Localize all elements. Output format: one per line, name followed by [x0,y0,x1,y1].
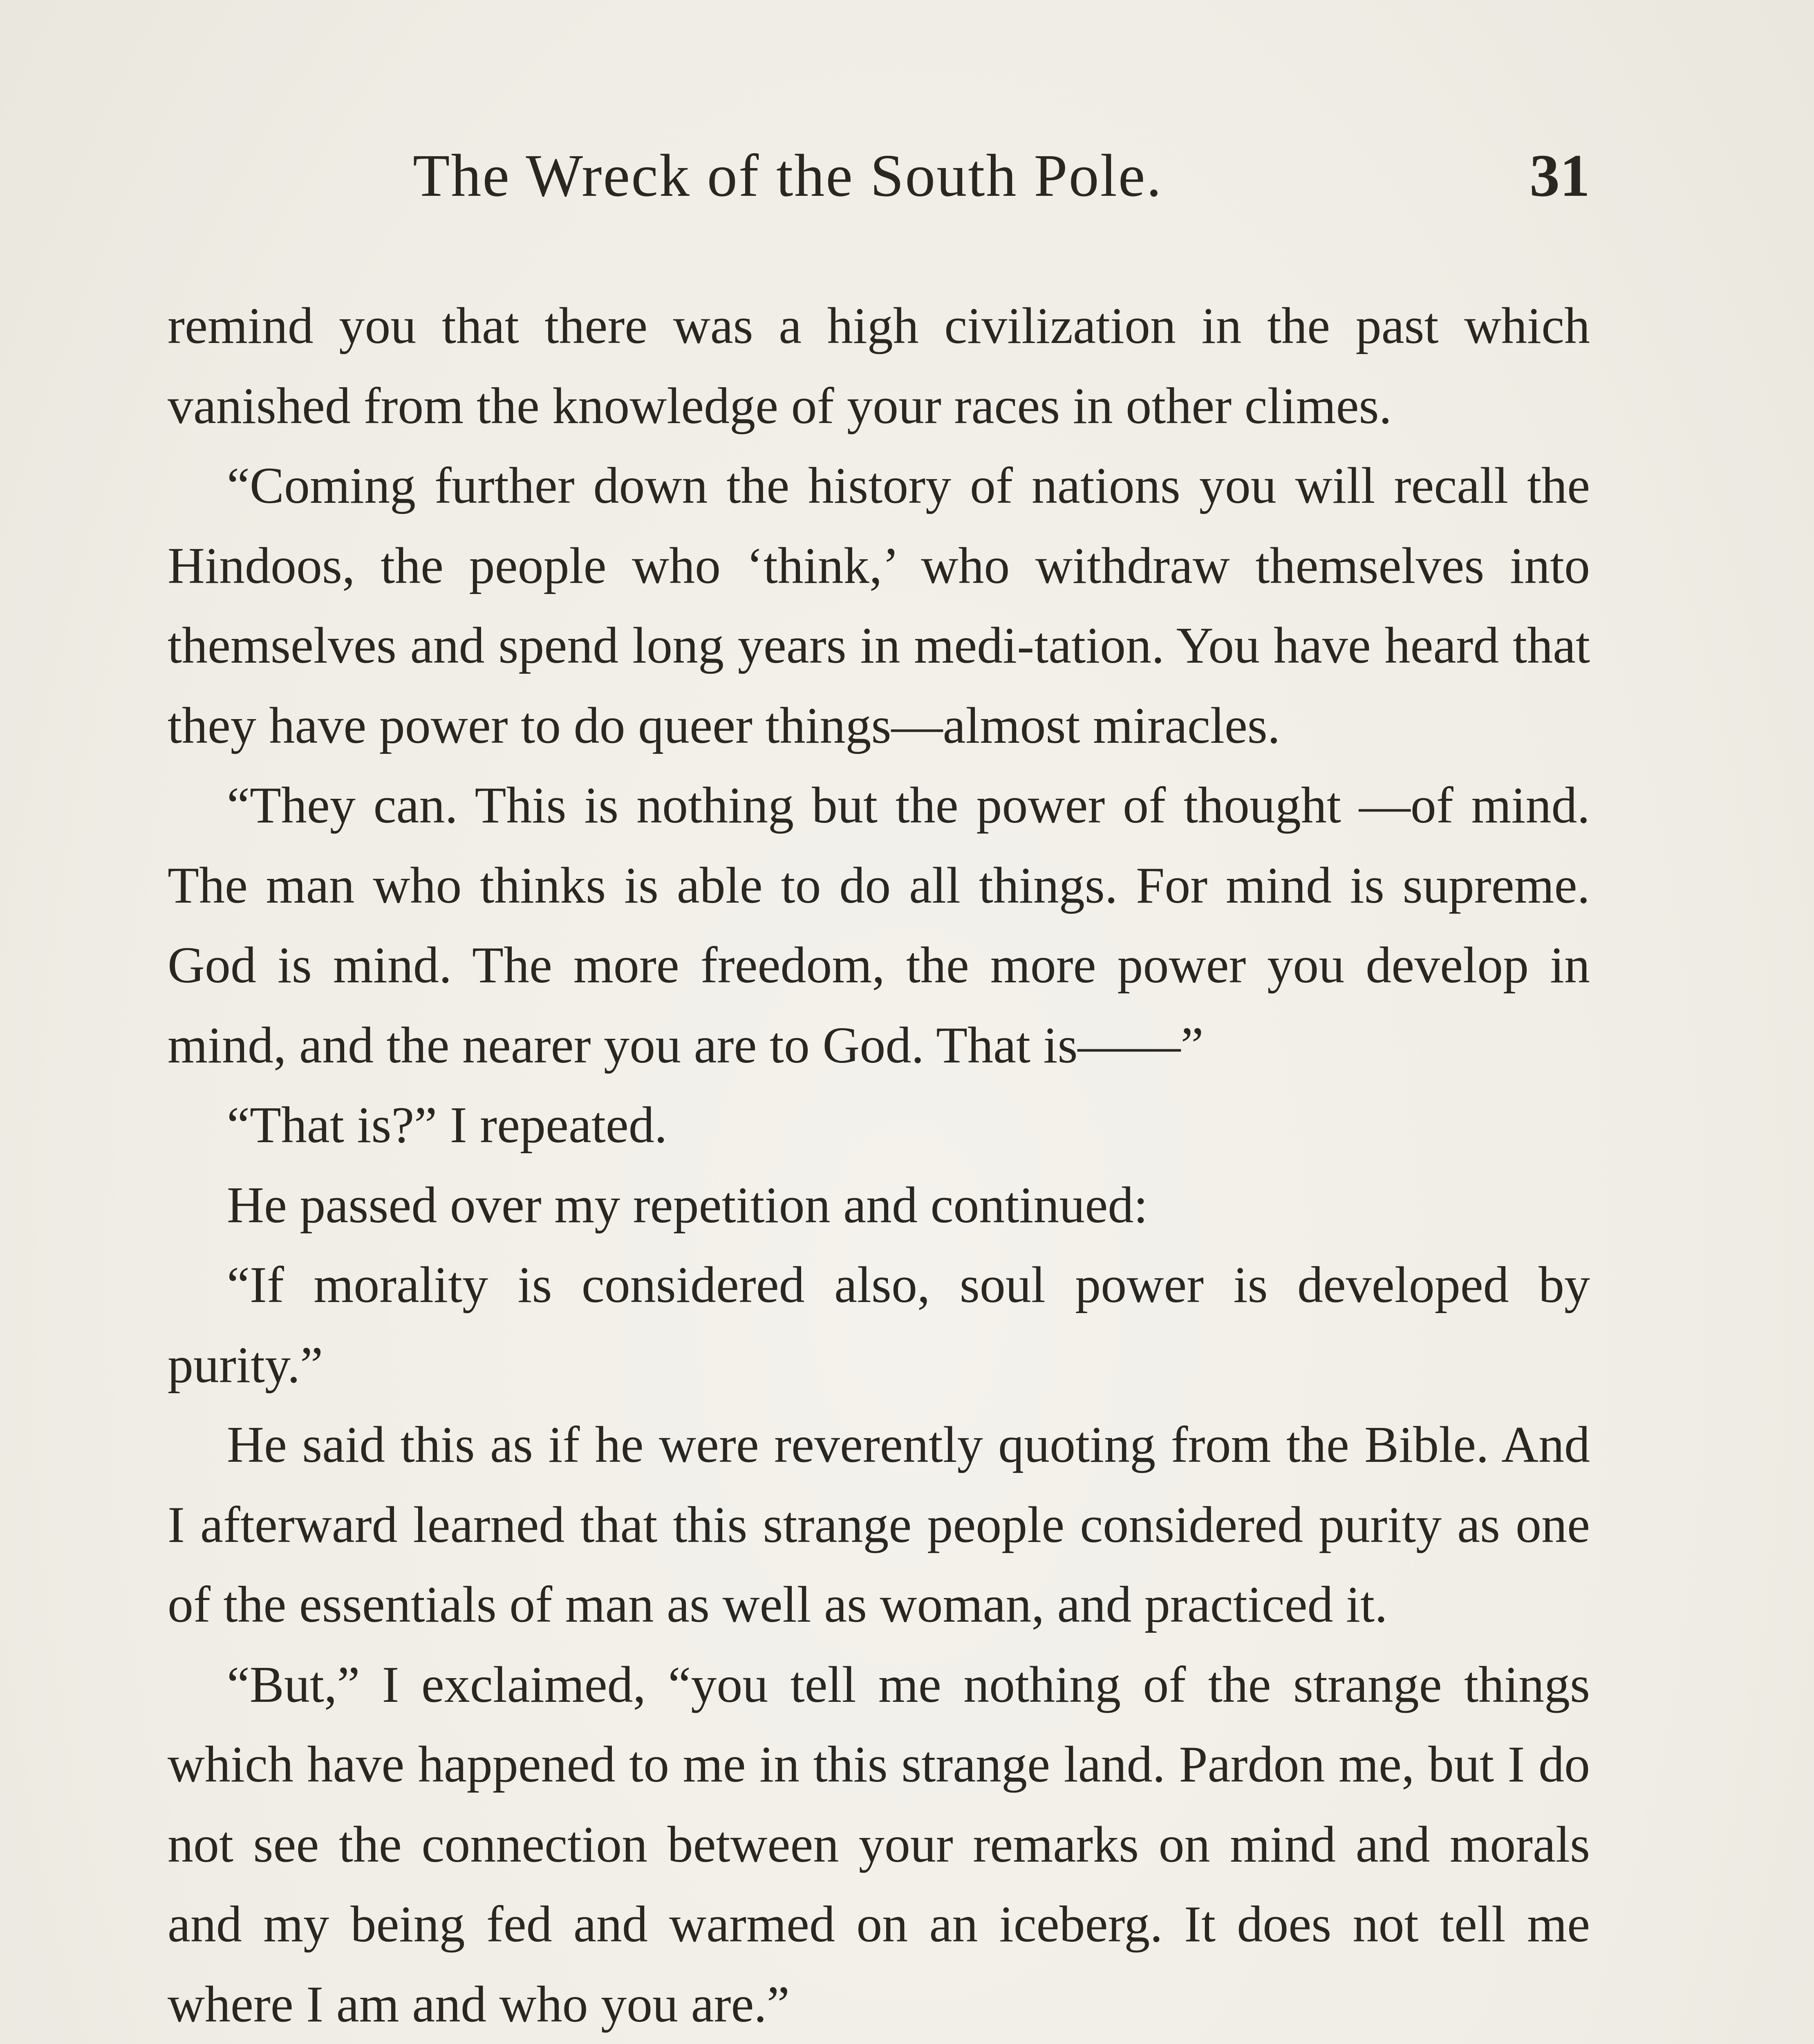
paragraph: “They can. This is nothing but the power of thought —of mind. The man who thinks is able to do all things. For mind is supreme. God is mind. The more freedom, the more power you develop in mind, and the nearer you are to God. That is——” [168,777,1590,1074]
paragraph: remind you that there was a high civilization in the past which vanished from the knowledge of your races in other climes. [168,298,1590,435]
paragraph: “But,” I exclaimed, “you tell me nothing of the strange things which have happened to me in this strange land. Pardon me, but I do not see the connection between your remarks on mind and morals and my being fed and warmed on an iceberg. It does not tell me where I am and who you are.” [168,1656,1590,2033]
paragraph: “That is?” I repeated. [227,1097,667,1154]
running-title: The Wreck of the South Pole. [413,142,1163,209]
body-text [168,286,1590,2044]
paragraph: “Coming further down the history of nations you will recall the Hindoos, the people who ‘think,’ who withdraw themselves into themselves and spend long years in medi-tation. You have heard that they have power to do queer things—almost miracles. [168,457,1590,754]
paragraph: He said this as if he were reverently quoting from the Bible. And I afterward learned that this strange people considered purity as one of the essentials of man as well as woman, and practiced it. [168,1416,1590,1633]
paragraph: “If morality is considered also, soul power is developed by purity.” [168,1257,1590,1394]
page-number: 31 [1530,142,1590,209]
running-head [168,135,1590,217]
paragraph: He passed over my repetition and continued: [227,1177,1148,1234]
